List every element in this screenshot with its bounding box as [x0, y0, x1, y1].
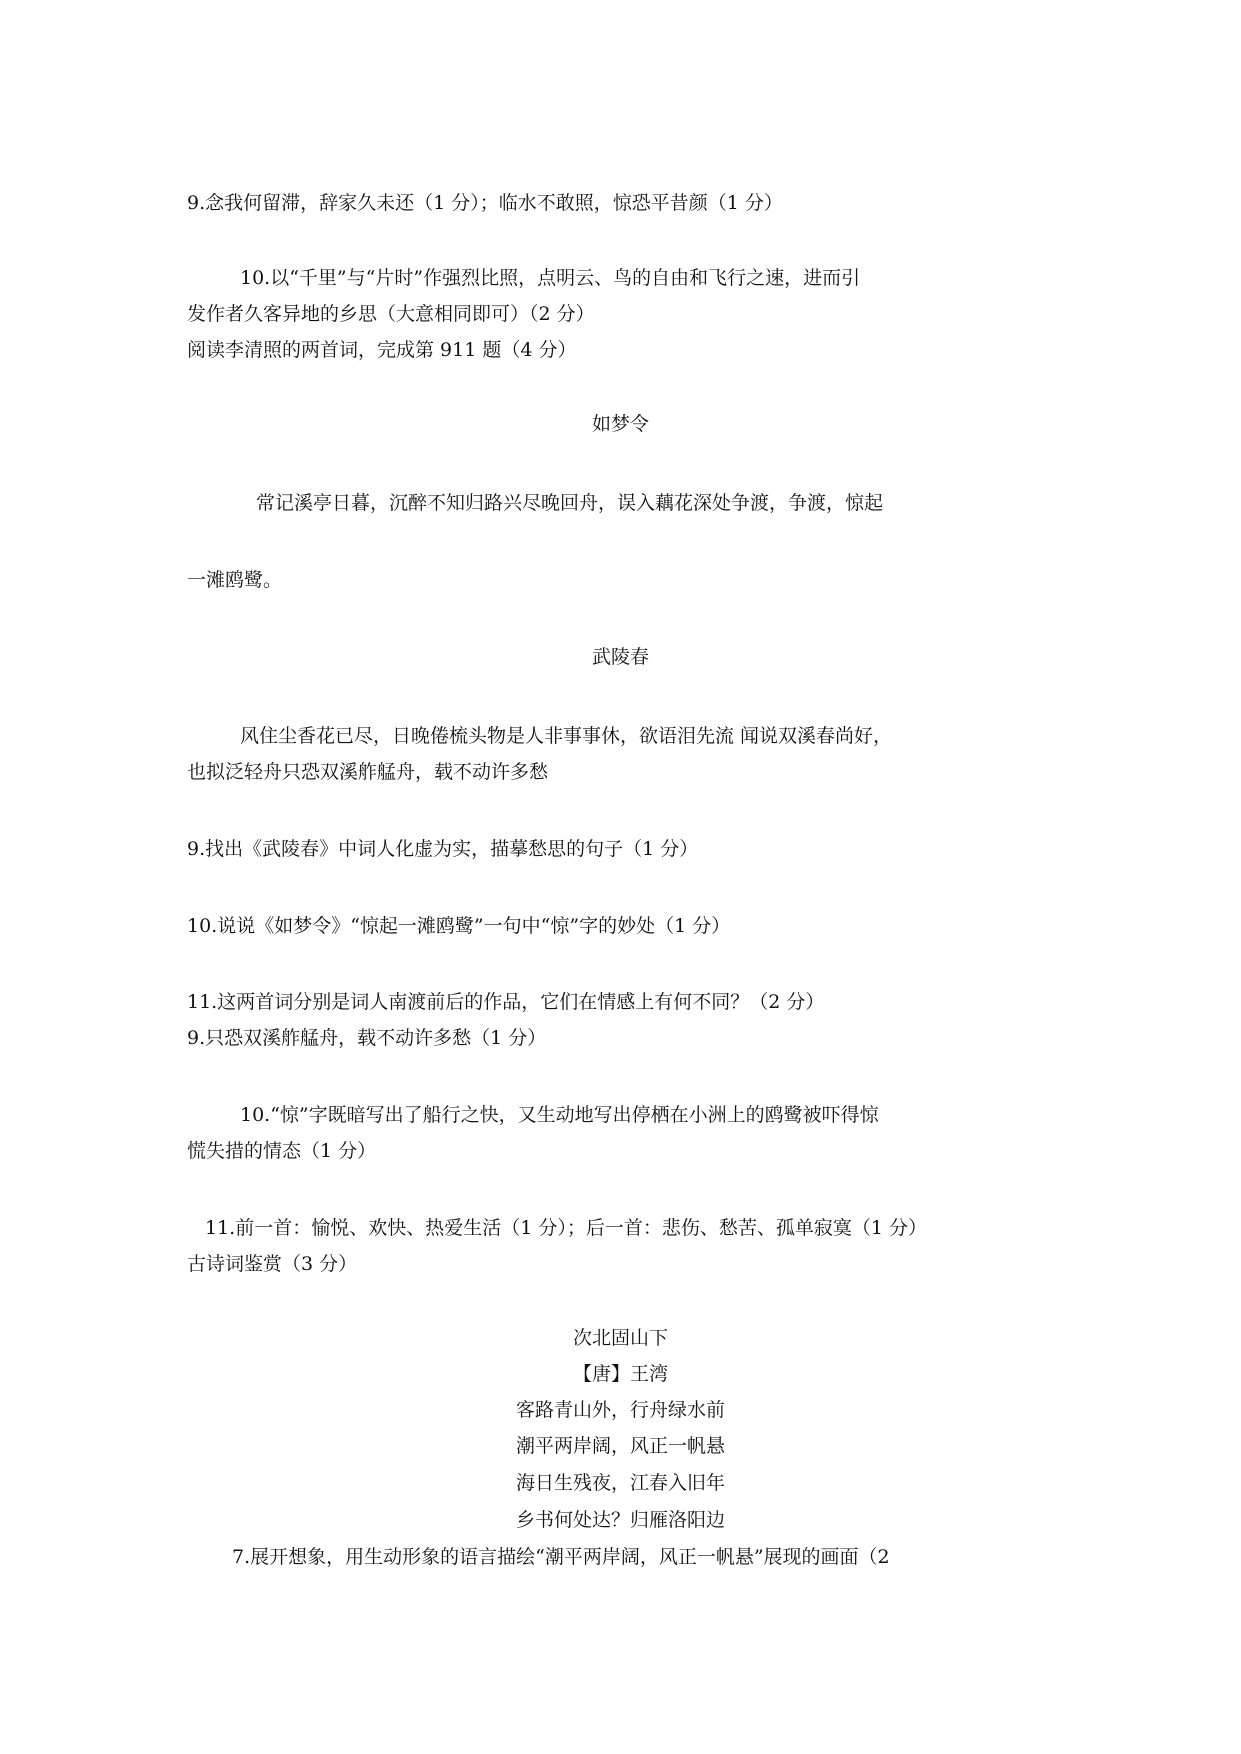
question-11: 11.这两首词分别是词人南渡前后的作品，它们在情感上有何不同？（2 分） — [187, 991, 825, 1013]
answer-10b: 慌失措的情态（1 分） — [187, 1140, 377, 1162]
answer-line-9-poem: 9.念我何留滞，辞家久未还（1 分）；临水不敢照，惊恐平昔颜（1 分） — [187, 192, 783, 214]
poem-verse-4: 乡书何处达？归雁洛阳边 — [515, 1509, 725, 1531]
answer-11: 11.前一首：愉悦、欢快、热爱生活（1 分）；后一首：悲伤、愁苦、孤单寂寞（1 分） — [205, 1217, 927, 1239]
poem-title-cibeigu: 次北固山下 — [572, 1327, 668, 1349]
poem-verse-1: 客路青山外，行舟绿水前 — [515, 1399, 725, 1421]
poem-verse-2: 潮平两岸阔，风正一帆悬 — [515, 1435, 725, 1457]
answer-line-10b: 发作者久客异地的乡思（大意相同即可）（2 分） — [187, 303, 595, 325]
question-7: 7.展开想象，用生动形象的语言描绘“潮平两岸阔，风正一帆悬”展现的画面（2 — [232, 1546, 890, 1568]
poem-verse-3: 海日生残夜，江春入旧年 — [515, 1472, 725, 1494]
section-heading: 古诗词鉴赏（3 分） — [187, 1253, 358, 1275]
poem-text-wulingchun-a: 风住尘香花已尽，日晚倦梳头物是人非事事休，欲语泪先流 闻说双溪春尚好， — [240, 725, 893, 747]
poem-text-rumengling-a: 常记溪亭日暮，沉醉不知归路兴尽晚回舟，误入藕花深处争渡，争渡，惊起 — [256, 492, 884, 514]
question-10: 10.说说《如梦令》“惊起一滩鸥鹭”一句中“惊”字的妙处（1 分） — [187, 915, 731, 937]
answer-9: 9.只恐双溪舴艋舟，载不动许多愁（1 分） — [187, 1027, 547, 1049]
poem-text-wulingchun-b: 也拟泛轻舟只恐双溪舴艋舟，载不动许多愁 — [187, 761, 549, 783]
poem-title-rumengling: 如梦令 — [591, 413, 649, 435]
answer-10a: 10.“惊”字既暗写出了船行之快，又生动地写出停栖在小洲上的鸥鹭被吓得惊 — [240, 1104, 879, 1126]
answer-line-10a: 10.以“千里”与“片时”作强烈比照，点明云、鸟的自由和飞行之速，进而引 — [240, 267, 861, 289]
poem-text-rumengling-b: 一滩鸥鹭。 — [187, 569, 283, 591]
poem-title-wulingchun: 武陵春 — [591, 646, 649, 668]
question-9: 9.找出《武陵春》中词人化虚为实，描摹愁思的句子（1 分） — [187, 838, 699, 860]
reading-instruction: 阅读李清照的两首词，完成第 911 题（4 分） — [187, 339, 577, 361]
poem-author: 【唐】王湾 — [572, 1363, 668, 1385]
